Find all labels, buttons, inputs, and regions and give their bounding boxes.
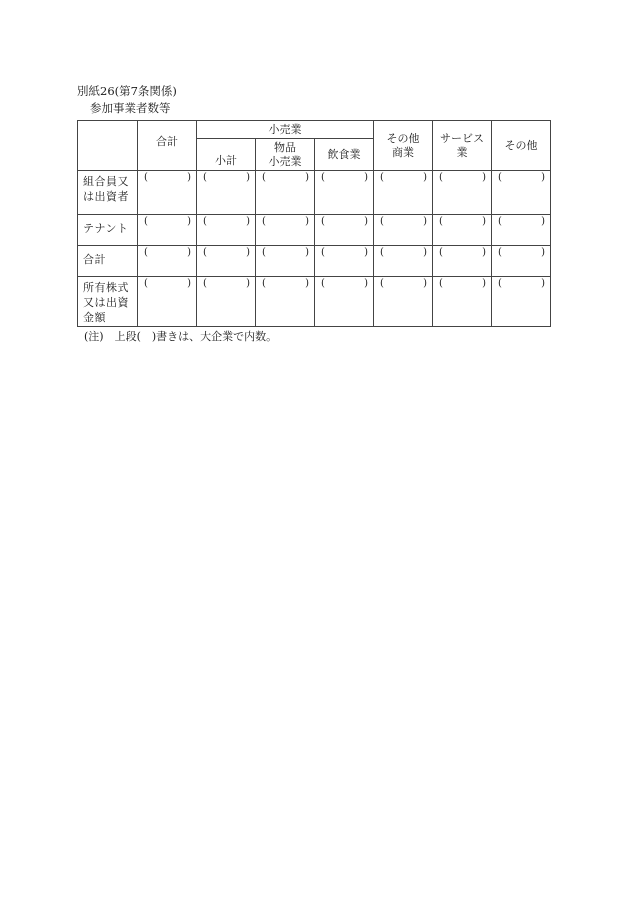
close-paren: ) <box>246 216 250 227</box>
header-food-service: 飲食業 <box>315 139 374 171</box>
close-paren: ) <box>423 278 427 289</box>
close-paren: ) <box>305 278 309 289</box>
footnote: (注) 上段( )書きは、大企業で内数。 <box>84 330 278 343</box>
header-corner-cell <box>78 121 138 171</box>
value-cell[interactable] <box>256 246 315 277</box>
header-other-commerce: その他 商業 <box>374 121 433 171</box>
form-number-title: 別紙26(第7条関係) <box>77 84 177 98</box>
value-cell[interactable] <box>315 215 374 246</box>
close-paren: ) <box>187 247 191 258</box>
value-cell[interactable] <box>138 277 197 327</box>
close-paren: ) <box>187 172 191 183</box>
close-paren: ) <box>541 278 545 289</box>
open-paren: ( <box>203 172 207 183</box>
close-paren: ) <box>364 278 368 289</box>
value-cell[interactable] <box>256 277 315 327</box>
value-cell[interactable] <box>374 215 433 246</box>
row-label: 合計 <box>78 246 138 277</box>
value-cell[interactable] <box>315 171 374 215</box>
close-paren: ) <box>482 216 486 227</box>
value-cell[interactable] <box>374 277 433 327</box>
open-paren: ( <box>144 278 148 289</box>
close-paren: ) <box>541 216 545 227</box>
value-cell[interactable] <box>197 171 256 215</box>
value-cell[interactable] <box>197 246 256 277</box>
close-paren: ) <box>423 216 427 227</box>
value-cell[interactable] <box>315 246 374 277</box>
header-goods-retail: 物品 小売業 <box>256 139 315 171</box>
value-cell[interactable] <box>197 277 256 327</box>
value-cell[interactable] <box>433 171 492 215</box>
open-paren: ( <box>144 172 148 183</box>
open-paren: ( <box>380 172 384 183</box>
header-retail-group: 小売業 <box>197 121 374 139</box>
value-cell[interactable] <box>256 171 315 215</box>
close-paren: ) <box>423 247 427 258</box>
value-cell[interactable] <box>197 215 256 246</box>
open-paren: ( <box>439 216 443 227</box>
value-cell[interactable] <box>433 277 492 327</box>
open-paren: ( <box>380 278 384 289</box>
open-paren: ( <box>439 278 443 289</box>
value-cell[interactable] <box>374 171 433 215</box>
open-paren: ( <box>262 172 266 183</box>
value-cell[interactable] <box>433 246 492 277</box>
close-paren: ) <box>187 216 191 227</box>
value-cell[interactable] <box>138 246 197 277</box>
header-services: サービス 業 <box>433 121 492 171</box>
open-paren: ( <box>321 278 325 289</box>
table-caption: 参加事業者数等 <box>90 101 171 115</box>
open-paren: ( <box>498 278 502 289</box>
row-label: 組合員又は出資者 <box>78 171 138 215</box>
close-paren: ) <box>246 278 250 289</box>
close-paren: ) <box>482 247 486 258</box>
participant-count-table <box>77 120 551 327</box>
close-paren: ) <box>246 172 250 183</box>
close-paren: ) <box>482 172 486 183</box>
close-paren: ) <box>305 216 309 227</box>
header-subtotal: 小計 <box>197 139 256 171</box>
open-paren: ( <box>144 216 148 227</box>
header-other: その他 <box>492 121 551 171</box>
value-cell[interactable] <box>492 246 551 277</box>
value-cell[interactable] <box>492 277 551 327</box>
open-paren: ( <box>203 247 207 258</box>
close-paren: ) <box>423 172 427 183</box>
open-paren: ( <box>203 278 207 289</box>
close-paren: ) <box>541 247 545 258</box>
open-paren: ( <box>380 247 384 258</box>
value-cell[interactable] <box>138 171 197 215</box>
value-cell[interactable] <box>492 171 551 215</box>
close-paren: ) <box>482 278 486 289</box>
open-paren: ( <box>262 278 266 289</box>
open-paren: ( <box>262 247 266 258</box>
open-paren: ( <box>262 216 266 227</box>
table-row <box>78 215 551 246</box>
close-paren: ) <box>246 247 250 258</box>
value-cell[interactable] <box>433 215 492 246</box>
close-paren: ) <box>364 247 368 258</box>
close-paren: ) <box>305 247 309 258</box>
open-paren: ( <box>144 247 148 258</box>
row-label: テナント <box>78 215 138 246</box>
value-cell[interactable] <box>256 215 315 246</box>
close-paren: ) <box>541 172 545 183</box>
close-paren: ) <box>187 278 191 289</box>
value-cell[interactable] <box>138 215 197 246</box>
open-paren: ( <box>380 216 384 227</box>
open-paren: ( <box>203 216 207 227</box>
open-paren: ( <box>439 172 443 183</box>
table-row <box>78 246 551 277</box>
open-paren: ( <box>498 216 502 227</box>
row-label: 所有株式又は出資金額 <box>78 277 138 327</box>
table-row <box>78 171 551 215</box>
header-total: 合計 <box>138 121 197 171</box>
open-paren: ( <box>498 247 502 258</box>
close-paren: ) <box>364 216 368 227</box>
value-cell[interactable] <box>374 246 433 277</box>
close-paren: ) <box>364 172 368 183</box>
open-paren: ( <box>321 172 325 183</box>
close-paren: ) <box>305 172 309 183</box>
value-cell[interactable] <box>492 215 551 246</box>
open-paren: ( <box>321 247 325 258</box>
open-paren: ( <box>321 216 325 227</box>
open-paren: ( <box>498 172 502 183</box>
table-row <box>78 277 551 327</box>
open-paren: ( <box>439 247 443 258</box>
value-cell[interactable] <box>315 277 374 327</box>
